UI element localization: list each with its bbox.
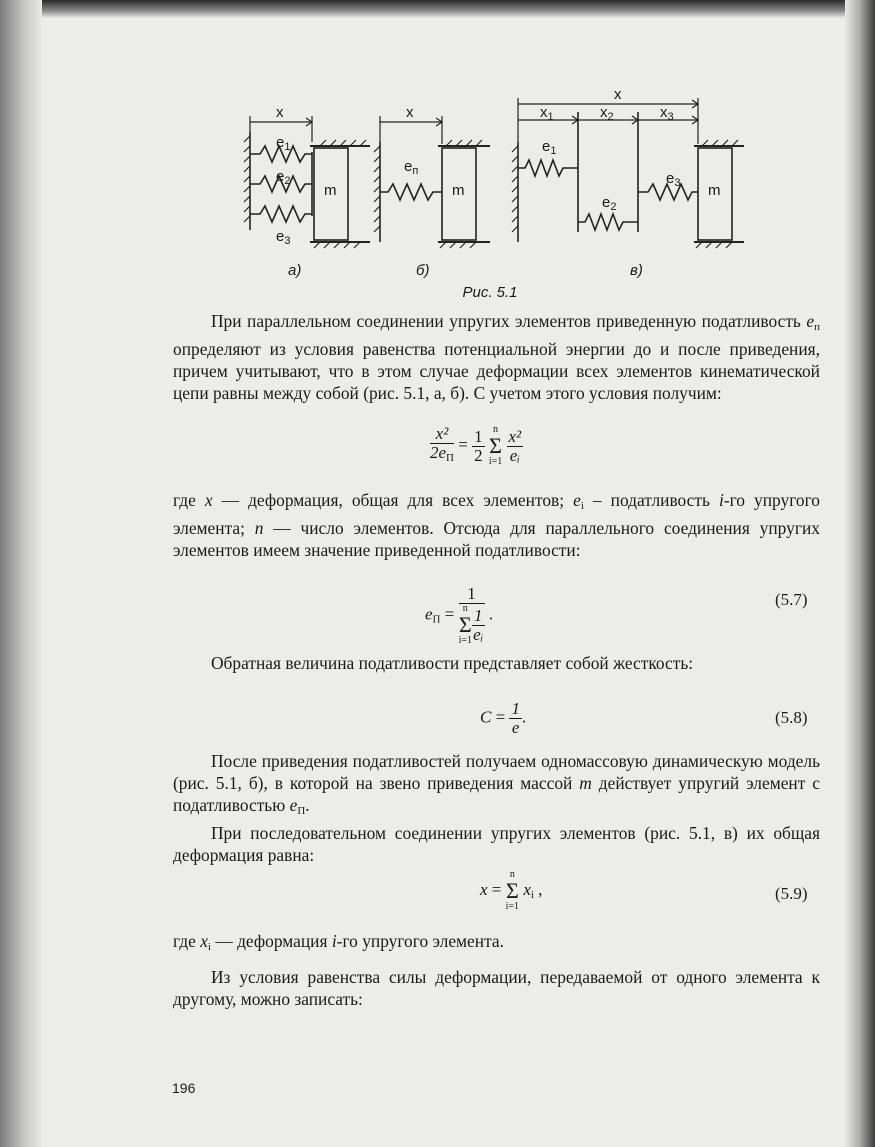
- label-x-b: x: [406, 104, 414, 121]
- label-m-v: m: [708, 182, 721, 199]
- text-block-5: [173, 930, 820, 1010]
- sublabel-a: а): [288, 262, 302, 279]
- page-number: 196: [172, 1080, 196, 1096]
- paragraph-1: При параллельном соединении упругих элементов приведенную податливость $e_п$ определяют из условия равенства потенциальной энергии до и после приведения, причем учитывают, что в этом случае деформации всех элементов кинематической цепи равны между собой (рис. 5.1, а, б). С учетом этого условия получим:: [173, 311, 820, 403]
- figure-5-1: [220, 82, 760, 307]
- page-edge-top: [0, 0, 875, 18]
- label-x3: $x_3$: [660, 104, 674, 123]
- equation-5-8: C = $\frac{1}{e}$ .: [480, 699, 527, 737]
- equation-1: $\frac{\text{x²}}{2e_П}$ = $\frac{1}{2}$ n Σ i=1 $\frac{\text{x²}}{\text{eᵢ}}$: [430, 424, 522, 467]
- label-e2-v: $e_2$: [602, 194, 617, 213]
- figure-caption: Рис. 5.1: [462, 284, 518, 301]
- label-e1-a: $e_1$: [276, 134, 291, 153]
- label-x-a: x: [276, 104, 284, 121]
- spring-en-b: [380, 184, 442, 200]
- spring-e2-v: [578, 214, 638, 230]
- paragraph-3: Обратная величина податливости представляет собой жесткость:: [211, 653, 694, 673]
- paragraph-6: где $x_i$ — деформация i-го упругого элемента.: [173, 931, 504, 953]
- paragraph-2: где x — деформация, общая для всех элементов; $e_i$ – податливость i-го упругого элемента; n — число элементов. Отсюда для параллельного соединения упругих элементов имеем значение приведенной податливости:: [173, 490, 820, 560]
- paragraph-4: После приведения податливостей получаем одномассовую динамическую модель (рис. 5.1, б), в которой на звено приведения массой m действует упругий элемент с податливостью $e_П$.: [173, 751, 820, 817]
- text-block-1: [173, 310, 820, 404]
- spring-e1-v: [518, 160, 578, 176]
- equation-5-9: x = n Σ i=1 $x_i$ ,: [480, 869, 543, 912]
- text-block-3: [173, 652, 820, 674]
- label-e1-v: $e_1$: [542, 138, 557, 157]
- sublabel-v: в): [630, 262, 643, 279]
- text-block-4: [173, 750, 820, 866]
- equation-5-7: $e_П$ = 1 n Σ i=1 $\frac{1}{\text{eᵢ}}$ .: [425, 584, 494, 646]
- equation-number-5-9: (5.9): [775, 884, 808, 903]
- sublabel-b: б): [416, 262, 430, 279]
- scheme-a: [244, 116, 370, 248]
- paragraph-7: Из условия равенства силы деформации, передаваемой от одного элемента к другому, можно записать:: [173, 967, 820, 1009]
- label-x2: $x_2$: [600, 104, 614, 123]
- label-en-b: $e_п$: [404, 158, 419, 177]
- text-block-2: [173, 489, 820, 561]
- label-e2-a: $e_2$: [276, 168, 291, 187]
- label-x-v: x: [614, 86, 622, 103]
- label-m-a: m: [324, 182, 337, 199]
- paragraph-5: При последовательном соединении упругих элементов (рис. 5.1, в) их общая деформация равна:: [173, 823, 820, 865]
- page-edge-left: [0, 0, 42, 1147]
- page-edge-right: [845, 0, 875, 1147]
- spring-e3-a: [250, 206, 312, 222]
- equation-number-5-7: (5.7): [775, 590, 808, 609]
- label-m-b: m: [452, 182, 465, 199]
- scheme-b: [374, 116, 490, 248]
- label-e3-v: $e_3$: [666, 170, 681, 189]
- equation-number-5-8: (5.8): [775, 708, 808, 727]
- label-e3-a: $e_3$: [276, 228, 291, 247]
- label-x1: $x_1$: [540, 104, 554, 123]
